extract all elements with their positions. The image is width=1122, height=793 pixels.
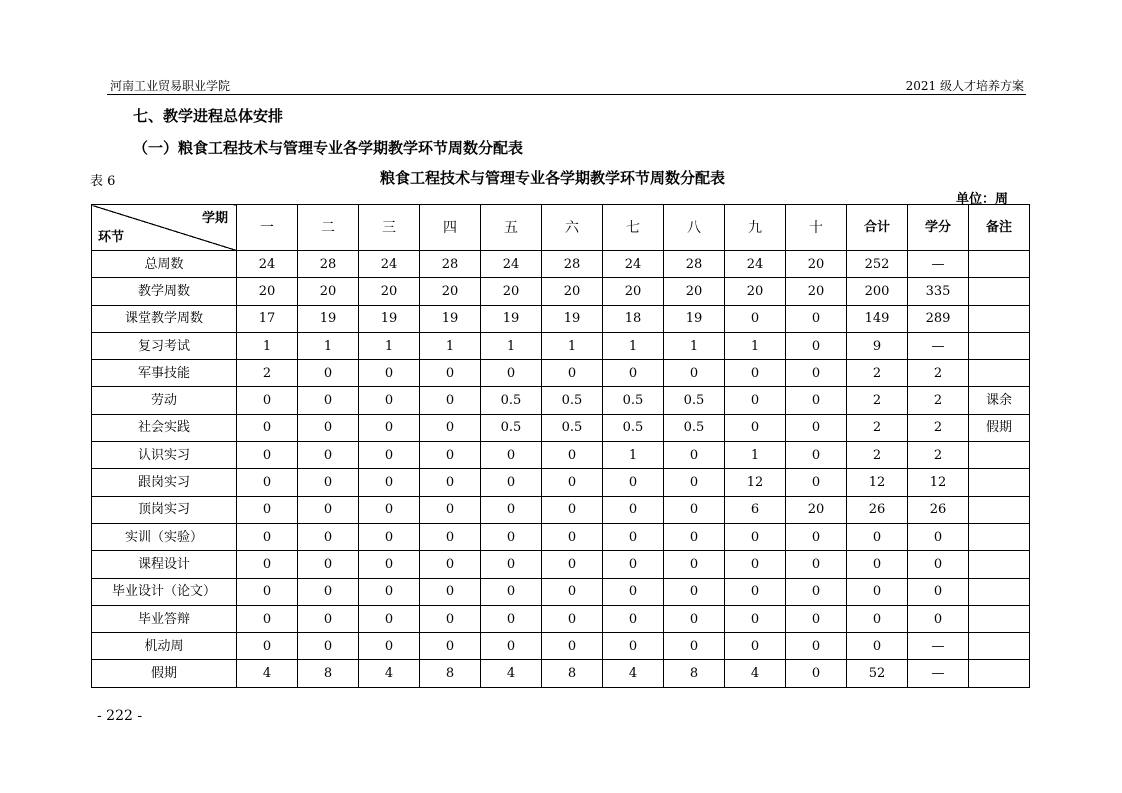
table-cell: 2 bbox=[847, 387, 908, 414]
table-cell: 0 bbox=[664, 578, 725, 605]
table-cell: 0 bbox=[237, 387, 298, 414]
row-label: 劳动 bbox=[92, 387, 237, 414]
table-cell: 2 bbox=[847, 414, 908, 441]
table-cell: 149 bbox=[847, 305, 908, 332]
column-header: 九 bbox=[725, 205, 786, 251]
table-cell: 252 bbox=[847, 251, 908, 278]
table-cell: 1 bbox=[725, 332, 786, 359]
table-cell: 0 bbox=[725, 578, 786, 605]
table-cell: 0 bbox=[908, 523, 969, 550]
table-cell: 0 bbox=[786, 305, 847, 332]
table-cell: 20 bbox=[298, 278, 359, 305]
table-cell: 4 bbox=[603, 660, 664, 687]
table-cell: 0 bbox=[481, 605, 542, 632]
table-cell: 0 bbox=[603, 605, 664, 632]
table-cell: 200 bbox=[847, 278, 908, 305]
table-cell: 28 bbox=[664, 251, 725, 278]
row-label: 实训（实验） bbox=[92, 523, 237, 550]
table-cell: 0 bbox=[786, 387, 847, 414]
table-cell: 1 bbox=[542, 332, 603, 359]
column-header: 一 bbox=[237, 205, 298, 251]
table-cell: 0 bbox=[298, 578, 359, 605]
table-cell: 24 bbox=[725, 251, 786, 278]
table-cell: 0 bbox=[481, 551, 542, 578]
table-cell: 0 bbox=[359, 387, 420, 414]
table-cell: 12 bbox=[725, 469, 786, 496]
table-cell: 28 bbox=[420, 251, 481, 278]
table-cell: 0 bbox=[237, 414, 298, 441]
table-cell: 0 bbox=[298, 551, 359, 578]
table-cell: 0 bbox=[298, 496, 359, 523]
table-cell: 19 bbox=[359, 305, 420, 332]
page-number: - 222 - bbox=[97, 708, 143, 724]
table-cell: 28 bbox=[298, 251, 359, 278]
table-cell: — bbox=[908, 660, 969, 687]
row-label: 假期 bbox=[92, 660, 237, 687]
table-cell: 0 bbox=[420, 605, 481, 632]
table-row bbox=[92, 251, 1030, 278]
table-cell: 0 bbox=[603, 633, 664, 660]
table-cell: 0 bbox=[725, 305, 786, 332]
table-cell: 0 bbox=[664, 496, 725, 523]
table-cell: 0 bbox=[298, 469, 359, 496]
table-cell: 4 bbox=[237, 660, 298, 687]
table-cell: 0 bbox=[481, 442, 542, 469]
remark-cell bbox=[969, 442, 1030, 469]
table-cell: 0 bbox=[359, 360, 420, 387]
row-label: 军事技能 bbox=[92, 360, 237, 387]
table-cell: 0 bbox=[786, 660, 847, 687]
table-cell: 0.5 bbox=[542, 387, 603, 414]
table-cell: 0 bbox=[359, 469, 420, 496]
table-cell: 0 bbox=[237, 523, 298, 550]
table-cell: 0 bbox=[420, 469, 481, 496]
row-label: 顶岗实习 bbox=[92, 496, 237, 523]
table-caption: 粮食工程技术与管理专业各学期教学环节周数分配表 bbox=[380, 169, 726, 187]
table-cell: 0 bbox=[786, 332, 847, 359]
header-school-name: 河南工业贸易职业学院 bbox=[110, 79, 231, 93]
column-header: 十 bbox=[786, 205, 847, 251]
remark-cell bbox=[969, 360, 1030, 387]
table-header-row bbox=[92, 205, 1030, 251]
table-cell: 0 bbox=[481, 633, 542, 660]
remark-cell bbox=[969, 332, 1030, 359]
column-header: 八 bbox=[664, 205, 725, 251]
table-cell: 2 bbox=[908, 442, 969, 469]
table-cell: 0 bbox=[664, 360, 725, 387]
table-cell: 0 bbox=[298, 605, 359, 632]
table-cell: 0 bbox=[664, 442, 725, 469]
table-cell: 0 bbox=[359, 605, 420, 632]
header-doc-title: 2021 级人才培养方案 bbox=[905, 79, 1024, 93]
corner-stage-label: 环节 bbox=[98, 230, 125, 245]
table-cell: 0 bbox=[359, 551, 420, 578]
row-label: 认识实习 bbox=[92, 442, 237, 469]
remark-cell bbox=[969, 496, 1030, 523]
remark-cell: 假期 bbox=[969, 414, 1030, 441]
table-cell: 0 bbox=[786, 414, 847, 441]
table-cell: 0 bbox=[298, 633, 359, 660]
table-cell: 4 bbox=[359, 660, 420, 687]
header-divider bbox=[107, 94, 1026, 95]
table-cell: 20 bbox=[786, 278, 847, 305]
row-label: 社会实践 bbox=[92, 414, 237, 441]
remark-cell bbox=[969, 633, 1030, 660]
table-cell: 0 bbox=[298, 442, 359, 469]
table-cell: 0 bbox=[786, 578, 847, 605]
table-cell: 1 bbox=[603, 442, 664, 469]
table-cell: 0 bbox=[420, 523, 481, 550]
table-row bbox=[92, 660, 1030, 687]
table-cell: 1 bbox=[664, 332, 725, 359]
table-cell: 0 bbox=[359, 496, 420, 523]
row-label: 跟岗实习 bbox=[92, 469, 237, 496]
table-cell: 0 bbox=[542, 633, 603, 660]
table-row bbox=[92, 496, 1030, 523]
row-label: 复习考试 bbox=[92, 332, 237, 359]
table-cell: 0 bbox=[725, 551, 786, 578]
table-cell: 0 bbox=[542, 496, 603, 523]
table-cell: 0 bbox=[420, 387, 481, 414]
table-cell: 0.5 bbox=[481, 414, 542, 441]
table-cell: 0 bbox=[603, 551, 664, 578]
table-cell: 0 bbox=[786, 605, 847, 632]
table-cell: 0 bbox=[847, 523, 908, 550]
remark-cell bbox=[969, 305, 1030, 332]
row-label: 教学周数 bbox=[92, 278, 237, 305]
table-cell: 52 bbox=[847, 660, 908, 687]
table-cell: 20 bbox=[664, 278, 725, 305]
table-cell: 0 bbox=[847, 551, 908, 578]
remark-cell bbox=[969, 551, 1030, 578]
table-cell: 20 bbox=[481, 278, 542, 305]
table-cell: 0 bbox=[298, 387, 359, 414]
row-label: 课程设计 bbox=[92, 551, 237, 578]
table-row bbox=[92, 360, 1030, 387]
table-row bbox=[92, 523, 1030, 550]
table-cell: 24 bbox=[481, 251, 542, 278]
table-cell: 0 bbox=[908, 605, 969, 632]
table-row bbox=[92, 578, 1030, 605]
remark-cell bbox=[969, 469, 1030, 496]
table-cell: 8 bbox=[542, 660, 603, 687]
table-cell: 0 bbox=[725, 360, 786, 387]
table-cell: 6 bbox=[725, 496, 786, 523]
table-cell: 0 bbox=[420, 551, 481, 578]
table-cell: 4 bbox=[481, 660, 542, 687]
table-row bbox=[92, 551, 1030, 578]
column-header: 合计 bbox=[847, 205, 908, 251]
table-cell: 0 bbox=[359, 523, 420, 550]
table-row bbox=[92, 469, 1030, 496]
table-cell: 0 bbox=[542, 442, 603, 469]
table-cell: 0.5 bbox=[664, 387, 725, 414]
table-cell: 0 bbox=[542, 469, 603, 496]
table-cell: 0 bbox=[603, 523, 664, 550]
table-cell: 0 bbox=[847, 605, 908, 632]
table-cell: 20 bbox=[603, 278, 664, 305]
row-label: 机动周 bbox=[92, 633, 237, 660]
table-cell: 0 bbox=[298, 414, 359, 441]
column-header: 六 bbox=[542, 205, 603, 251]
table-cell: 0.5 bbox=[481, 387, 542, 414]
table-number-label: 表 6 bbox=[90, 174, 116, 189]
table-cell: — bbox=[908, 251, 969, 278]
table-cell: 24 bbox=[359, 251, 420, 278]
table-cell: 0 bbox=[298, 360, 359, 387]
table-cell: 19 bbox=[664, 305, 725, 332]
table-cell: 0 bbox=[359, 633, 420, 660]
table-cell: 0 bbox=[237, 605, 298, 632]
unit-label: 单位：周 bbox=[955, 192, 1008, 207]
table-cell: 0 bbox=[603, 496, 664, 523]
table-cell: 0 bbox=[786, 442, 847, 469]
table-cell: 19 bbox=[420, 305, 481, 332]
table-cell: 0 bbox=[908, 551, 969, 578]
table-cell: 0.5 bbox=[664, 414, 725, 441]
table-cell: 19 bbox=[298, 305, 359, 332]
remark-cell bbox=[969, 578, 1030, 605]
table-cell: 0 bbox=[603, 469, 664, 496]
table-cell: 0 bbox=[359, 578, 420, 605]
table-cell: 0 bbox=[237, 496, 298, 523]
table-cell: 20 bbox=[237, 278, 298, 305]
table-cell: 19 bbox=[481, 305, 542, 332]
weeks-allocation-table bbox=[91, 204, 1030, 688]
table-cell: 0 bbox=[725, 605, 786, 632]
table-cell: 20 bbox=[359, 278, 420, 305]
table-cell: 0 bbox=[847, 578, 908, 605]
remark-cell bbox=[969, 278, 1030, 305]
row-label: 课堂教学周数 bbox=[92, 305, 237, 332]
table-cell: 335 bbox=[908, 278, 969, 305]
table-cell: 0 bbox=[664, 551, 725, 578]
row-label: 毕业答辩 bbox=[92, 605, 237, 632]
table-row bbox=[92, 442, 1030, 469]
table-cell: 20 bbox=[786, 251, 847, 278]
table-cell: 1 bbox=[420, 332, 481, 359]
remark-cell bbox=[969, 605, 1030, 632]
table-cell: 1 bbox=[481, 332, 542, 359]
table-row bbox=[92, 387, 1030, 414]
table-cell: 12 bbox=[847, 469, 908, 496]
table-cell: 0.5 bbox=[603, 414, 664, 441]
table-cell: 20 bbox=[725, 278, 786, 305]
table-cell: 2 bbox=[847, 360, 908, 387]
table-cell: 0 bbox=[237, 469, 298, 496]
table-row bbox=[92, 278, 1030, 305]
table-row bbox=[92, 332, 1030, 359]
remark-cell bbox=[969, 251, 1030, 278]
table-row bbox=[92, 305, 1030, 332]
table-cell: 0 bbox=[603, 578, 664, 605]
table-cell: 1 bbox=[603, 332, 664, 359]
remark-cell: 课余 bbox=[969, 387, 1030, 414]
table-cell: 0 bbox=[481, 469, 542, 496]
table-row bbox=[92, 605, 1030, 632]
column-header: 二 bbox=[298, 205, 359, 251]
table-cell: 0 bbox=[420, 633, 481, 660]
table-cell: 289 bbox=[908, 305, 969, 332]
column-header: 四 bbox=[420, 205, 481, 251]
table-cell: 0 bbox=[237, 551, 298, 578]
table-cell: 0 bbox=[725, 414, 786, 441]
table-cell: 0 bbox=[664, 605, 725, 632]
table-cell: 0 bbox=[542, 360, 603, 387]
table-cell: 0 bbox=[786, 551, 847, 578]
table-cell: 0 bbox=[847, 633, 908, 660]
table-cell: 2 bbox=[908, 387, 969, 414]
table-cell: 1 bbox=[725, 442, 786, 469]
row-label: 总周数 bbox=[92, 251, 237, 278]
table-cell: 0 bbox=[237, 442, 298, 469]
table-cell: 1 bbox=[298, 332, 359, 359]
table-cell: 12 bbox=[908, 469, 969, 496]
table-row bbox=[92, 414, 1030, 441]
table-cell: 0 bbox=[542, 551, 603, 578]
remark-cell bbox=[969, 523, 1030, 550]
table-row bbox=[92, 633, 1030, 660]
remark-cell bbox=[969, 660, 1030, 687]
table-cell: 18 bbox=[603, 305, 664, 332]
table-cell: 0 bbox=[786, 633, 847, 660]
table-cell: 20 bbox=[786, 496, 847, 523]
table-cell: 0 bbox=[725, 633, 786, 660]
table-cell: 17 bbox=[237, 305, 298, 332]
column-header: 五 bbox=[481, 205, 542, 251]
table-cell: 2 bbox=[908, 360, 969, 387]
table-cell: 0 bbox=[420, 442, 481, 469]
table-cell: 20 bbox=[542, 278, 603, 305]
table-cell: 2 bbox=[237, 360, 298, 387]
table-cell: 0 bbox=[420, 414, 481, 441]
table-cell: 0 bbox=[786, 360, 847, 387]
table-cell: 0 bbox=[237, 578, 298, 605]
table-cell: 8 bbox=[664, 660, 725, 687]
column-header: 七 bbox=[603, 205, 664, 251]
table-cell: 0 bbox=[786, 523, 847, 550]
table-cell: 0 bbox=[664, 523, 725, 550]
sub-section-title: （一）粮食工程技术与管理专业各学期教学环节周数分配表 bbox=[133, 139, 524, 157]
table-cell: 0 bbox=[481, 360, 542, 387]
table-cell: 0 bbox=[603, 360, 664, 387]
table-cell: 0 bbox=[908, 578, 969, 605]
table-cell: 0 bbox=[420, 578, 481, 605]
table-cell: 0 bbox=[237, 633, 298, 660]
table-cell: 0.5 bbox=[603, 387, 664, 414]
table-cell: 0 bbox=[359, 414, 420, 441]
table-cell: 4 bbox=[725, 660, 786, 687]
table-cell: 28 bbox=[542, 251, 603, 278]
table-cell: 0 bbox=[664, 633, 725, 660]
table-cell: 0 bbox=[664, 469, 725, 496]
table-body bbox=[92, 251, 1030, 688]
table-cell: 19 bbox=[542, 305, 603, 332]
table-cell: 24 bbox=[603, 251, 664, 278]
table-cell: 24 bbox=[237, 251, 298, 278]
table-cell: 8 bbox=[298, 660, 359, 687]
table-cell: 0 bbox=[481, 523, 542, 550]
table-cell: 2 bbox=[908, 414, 969, 441]
corner-semester-label: 学期 bbox=[201, 211, 228, 226]
table-cell: 0 bbox=[420, 496, 481, 523]
table-cell: 0 bbox=[481, 578, 542, 605]
table-cell: 26 bbox=[908, 496, 969, 523]
table-cell: 1 bbox=[359, 332, 420, 359]
table-cell: 1 bbox=[237, 332, 298, 359]
table-cell: 9 bbox=[847, 332, 908, 359]
column-header: 备注 bbox=[969, 205, 1030, 251]
table-cell: 0 bbox=[542, 523, 603, 550]
table-cell: 0 bbox=[725, 523, 786, 550]
table-cell: 0 bbox=[420, 360, 481, 387]
table-cell: 0 bbox=[542, 578, 603, 605]
table-cell: — bbox=[908, 332, 969, 359]
table-cell: 0 bbox=[481, 496, 542, 523]
table-cell: 0 bbox=[298, 523, 359, 550]
column-header: 三 bbox=[359, 205, 420, 251]
table-cell: 26 bbox=[847, 496, 908, 523]
table-cell: 2 bbox=[847, 442, 908, 469]
table-cell: 0 bbox=[786, 469, 847, 496]
row-label: 毕业设计（论文） bbox=[92, 578, 237, 605]
table-cell: — bbox=[908, 633, 969, 660]
table-cell: 0 bbox=[725, 387, 786, 414]
section-title: 七、教学进程总体安排 bbox=[133, 107, 284, 125]
table-cell: 20 bbox=[420, 278, 481, 305]
table-cell: 0 bbox=[359, 442, 420, 469]
column-header: 学分 bbox=[908, 205, 969, 251]
table-cell: 0.5 bbox=[542, 414, 603, 441]
corner-header-cell bbox=[92, 205, 237, 251]
table-cell: 0 bbox=[542, 605, 603, 632]
table-cell: 8 bbox=[420, 660, 481, 687]
